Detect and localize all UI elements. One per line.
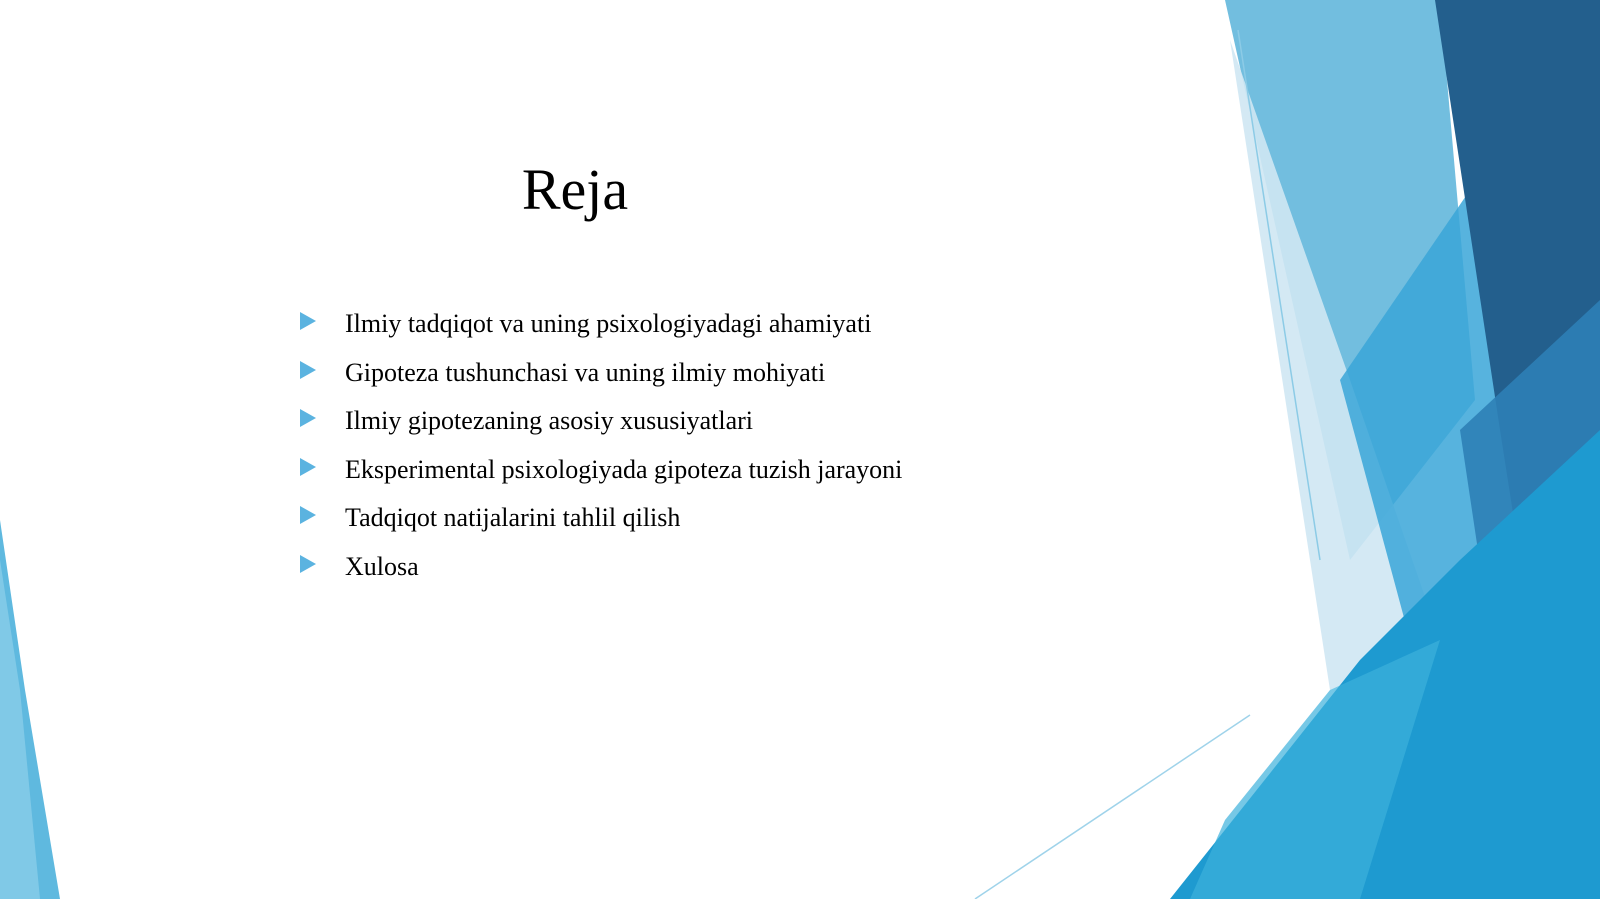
bullet-list — [300, 304, 902, 596]
triangle-bullet-icon — [300, 458, 316, 476]
bullet-text: Eksperimental psixologiyada gipoteza tuzish jarayoni — [345, 454, 903, 484]
bullet-item — [300, 353, 902, 402]
triangle-bullet-icon — [300, 312, 316, 330]
bullet-item — [300, 498, 902, 547]
bullet-text: Ilmiy tadqiqot va uning psixologiyadagi ahamiyati — [345, 309, 872, 338]
bullet-text: Ilmiy gipotezaning asosiy xususiyatlari — [345, 406, 753, 436]
bullet-item — [300, 304, 902, 353]
triangle-bullet-icon — [300, 506, 316, 524]
bullet-text: Gipoteza tushunchasi va uning ilmiy mohiyati — [345, 357, 826, 387]
triangle-bullet-icon — [300, 409, 316, 427]
decor-shape-left-light — [0, 560, 40, 899]
bullet-item — [300, 547, 902, 596]
triangle-bullet-icon — [300, 555, 316, 573]
bullet-text: Tadqiqot natijalarini tahlil qilish — [345, 503, 681, 533]
bullet-item — [300, 401, 902, 450]
triangle-bullet-icon — [300, 361, 316, 379]
bullet-item — [300, 450, 902, 499]
bullet-text: Xulosa — [345, 551, 419, 581]
slide-title: Reja — [521, 157, 629, 222]
